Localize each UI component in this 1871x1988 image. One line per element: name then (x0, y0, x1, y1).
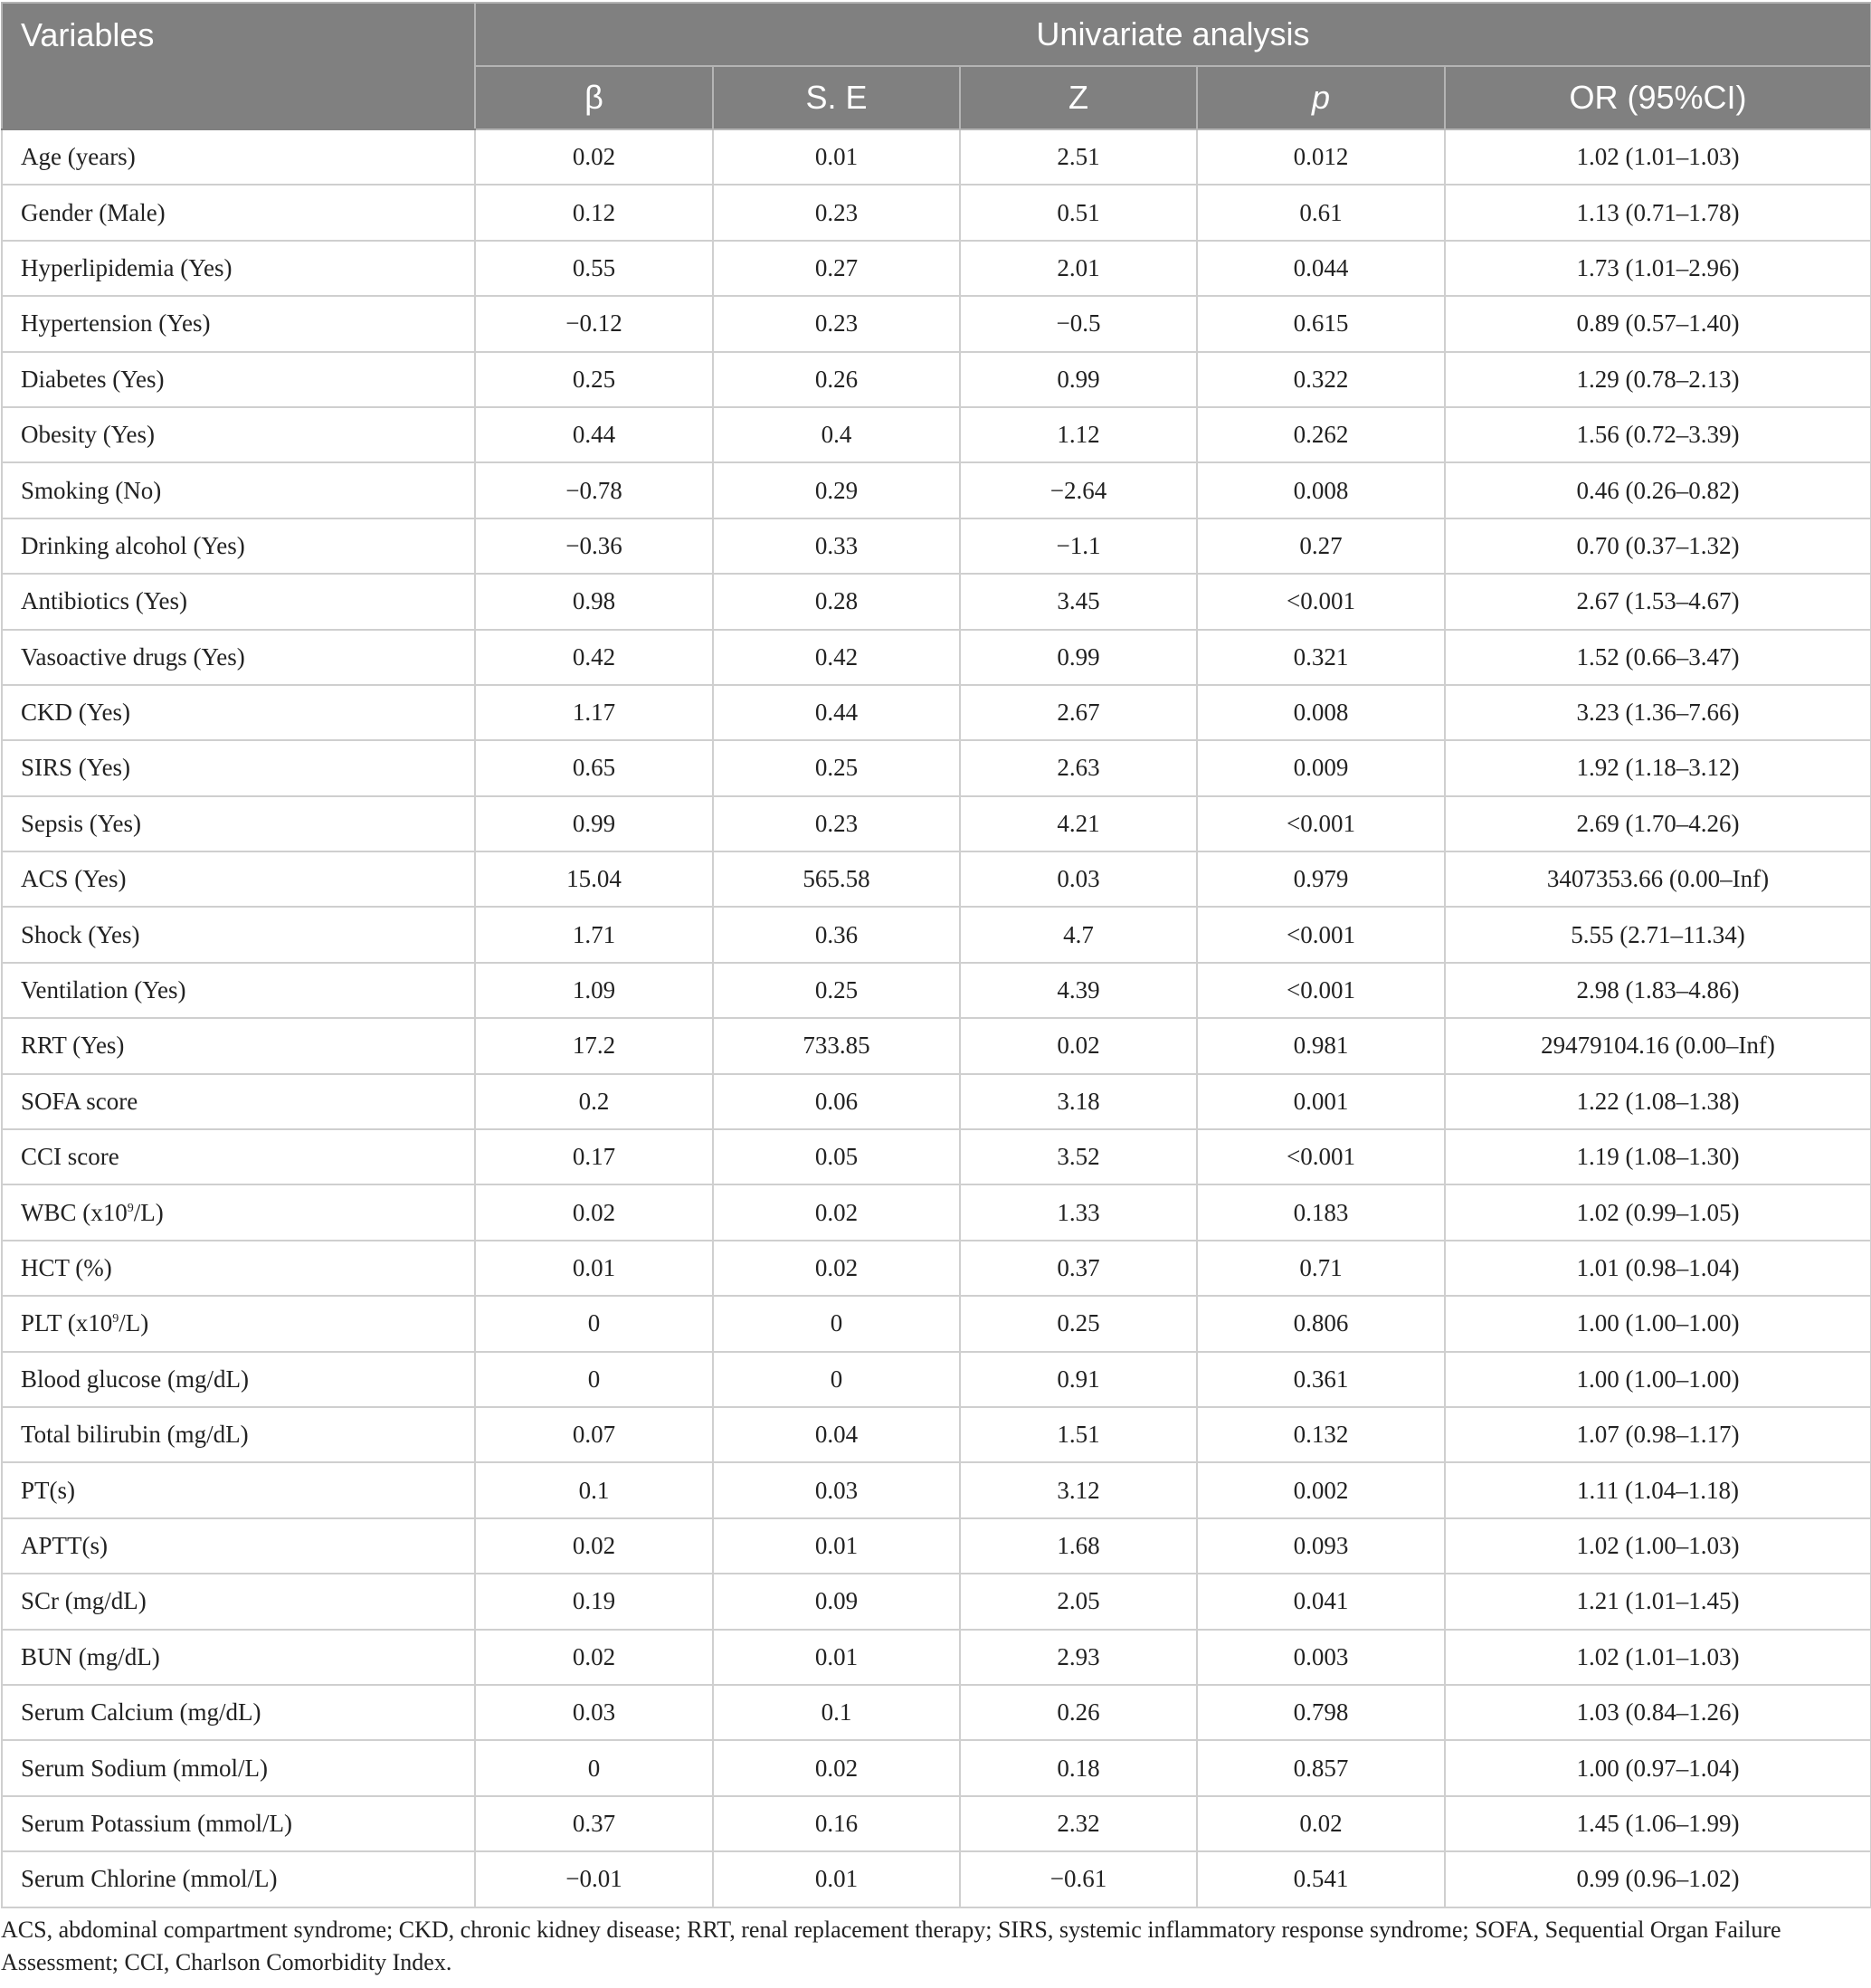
p-value-cell: 0.002 (1197, 1462, 1445, 1517)
p-value-cell: 0.02 (1197, 1796, 1445, 1851)
z-cell: 2.01 (960, 241, 1197, 296)
or-ci-cell: 1.11 (1.04–1.18) (1445, 1462, 1871, 1517)
se-cell: 0.01 (713, 129, 960, 185)
p-value-cell: <0.001 (1197, 796, 1445, 851)
variable-unit-suffix: /L) (133, 1198, 164, 1226)
se-cell: 0.01 (713, 1851, 960, 1907)
or-ci-cell: 1.52 (0.66–3.47) (1445, 630, 1871, 685)
p-value-cell: 0.857 (1197, 1740, 1445, 1795)
z-cell: −1.1 (960, 518, 1197, 574)
variable-cell (2, 296, 475, 351)
variable-label: PT(s) (21, 1476, 75, 1504)
or-ci-cell: 0.99 (0.96–1.02) (1445, 1851, 1871, 1907)
p-value-cell: 0.262 (1197, 407, 1445, 462)
or-ci-cell: 2.69 (1.70–4.26) (1445, 796, 1871, 851)
variables-column-header: Variables (2, 3, 475, 129)
or-ci-cell: 0.89 (0.57–1.40) (1445, 296, 1871, 351)
se-column-header: S. E (713, 66, 960, 129)
beta-cell: 0 (475, 1740, 713, 1795)
header-row-group (2, 3, 1871, 66)
variable-label: CCI score (21, 1143, 119, 1171)
or-ci-cell: 1.00 (1.00–1.00) (1445, 1352, 1871, 1407)
or-ci-cell: 1.07 (0.98–1.17) (1445, 1407, 1871, 1462)
table-row (2, 1018, 1871, 1073)
table-body (2, 129, 1871, 1907)
p-column-header: p (1197, 66, 1445, 129)
se-cell: 0.26 (713, 352, 960, 407)
or-ci-cell: 1.00 (0.97–1.04) (1445, 1740, 1871, 1795)
variable-cell (2, 518, 475, 574)
variable-cell (2, 129, 475, 185)
z-cell: 0.18 (960, 1740, 1197, 1795)
variable-cell (2, 1518, 475, 1574)
variable-cell (2, 685, 475, 740)
variable-label: Drinking alcohol (Yes) (21, 531, 245, 559)
p-value-cell: 0.541 (1197, 1851, 1445, 1907)
p-value-cell: 0.008 (1197, 462, 1445, 518)
beta-cell: 0.25 (475, 352, 713, 407)
se-cell: 0.25 (713, 963, 960, 1018)
or-ci-cell: 1.73 (1.01–2.96) (1445, 241, 1871, 296)
or-ci-cell: 1.19 (1.08–1.30) (1445, 1129, 1871, 1184)
variable-label: Shock (Yes) (21, 920, 140, 948)
table-row (2, 1518, 1871, 1574)
variable-label: Sepsis (Yes) (21, 809, 142, 837)
beta-cell: 0.2 (475, 1074, 713, 1129)
univariate-analysis-group-header: Univariate analysis (475, 3, 1871, 66)
beta-cell: 1.71 (475, 907, 713, 962)
variable-label: Hyperlipidemia (Yes) (21, 253, 233, 281)
z-cell: 3.12 (960, 1462, 1197, 1517)
se-cell: 0.33 (713, 518, 960, 574)
z-cell: 0.02 (960, 1018, 1197, 1073)
p-value-cell: 0.806 (1197, 1296, 1445, 1351)
variable-cell (2, 241, 475, 296)
beta-cell: 0.17 (475, 1129, 713, 1184)
variable-label: Vasoactive drugs (Yes) (21, 642, 245, 671)
variable-cell (2, 1407, 475, 1462)
table-row (2, 907, 1871, 962)
or-ci-cell: 1.13 (0.71–1.78) (1445, 185, 1871, 240)
table-row (2, 574, 1871, 629)
z-cell: 2.32 (960, 1796, 1197, 1851)
or-ci-cell: 1.02 (1.01–1.03) (1445, 1630, 1871, 1685)
p-value-cell: 0.615 (1197, 296, 1445, 351)
table-row (2, 1241, 1871, 1296)
variable-label: Age (years) (21, 143, 136, 171)
or-ci-cell: 1.02 (0.99–1.05) (1445, 1184, 1871, 1240)
table-row (2, 407, 1871, 462)
z-cell: 0.51 (960, 185, 1197, 240)
variable-cell (2, 1352, 475, 1407)
variable-superscript: 9 (112, 1312, 119, 1327)
beta-cell: 17.2 (475, 1018, 713, 1073)
z-cell: −2.64 (960, 462, 1197, 518)
p-value-cell: 0.981 (1197, 1018, 1445, 1073)
z-cell: 1.33 (960, 1184, 1197, 1240)
table-row (2, 963, 1871, 1018)
p-value-cell: 0.361 (1197, 1352, 1445, 1407)
table-row (2, 1685, 1871, 1740)
table-row (2, 851, 1871, 907)
variable-cell (2, 1740, 475, 1795)
or-ci-cell: 1.92 (1.18–3.12) (1445, 740, 1871, 795)
table-row (2, 1796, 1871, 1851)
se-cell: 0.05 (713, 1129, 960, 1184)
table-row (2, 1352, 1871, 1407)
or-ci-cell: 1.02 (1.00–1.03) (1445, 1518, 1871, 1574)
or-ci-cell: 1.29 (0.78–2.13) (1445, 352, 1871, 407)
variable-cell (2, 851, 475, 907)
se-cell: 0.25 (713, 740, 960, 795)
variable-label: SCr (mg/dL) (21, 1587, 147, 1615)
table-row (2, 1129, 1871, 1184)
variable-cell (2, 740, 475, 795)
beta-cell: 0.44 (475, 407, 713, 462)
p-value-cell: 0.003 (1197, 1630, 1445, 1685)
se-cell: 0.01 (713, 1518, 960, 1574)
variable-cell (2, 1129, 475, 1184)
variable-label: Hypertension (Yes) (21, 309, 211, 338)
table-row (2, 1407, 1871, 1462)
p-value-cell: 0.008 (1197, 685, 1445, 740)
variable-cell (2, 574, 475, 629)
table-row (2, 241, 1871, 296)
se-cell: 0.01 (713, 1630, 960, 1685)
z-cell: 2.93 (960, 1630, 1197, 1685)
variable-label: Serum Sodium (mmol/L) (21, 1754, 268, 1782)
se-cell: 0.23 (713, 796, 960, 851)
beta-cell: −0.36 (475, 518, 713, 574)
z-cell: 2.05 (960, 1574, 1197, 1629)
or-ci-cell: 1.56 (0.72–3.39) (1445, 407, 1871, 462)
beta-cell: 15.04 (475, 851, 713, 907)
table-row (2, 740, 1871, 795)
variable-label: Antibiotics (Yes) (21, 587, 188, 615)
variable-cell (2, 1851, 475, 1907)
se-cell: 0.02 (713, 1740, 960, 1795)
z-cell: 3.52 (960, 1129, 1197, 1184)
table-row (2, 352, 1871, 407)
variable-label: SOFA score (21, 1087, 138, 1115)
beta-cell: 0.19 (475, 1574, 713, 1629)
variable-label: Ventilation (Yes) (21, 976, 186, 1004)
or-ci-cell: 1.03 (0.84–1.26) (1445, 1685, 1871, 1740)
z-cell: 0.25 (960, 1296, 1197, 1351)
beta-column-header: β (475, 66, 713, 129)
se-cell: 0.42 (713, 630, 960, 685)
z-cell: 1.51 (960, 1407, 1197, 1462)
variable-unit-suffix: /L) (119, 1309, 149, 1337)
variable-label: Obesity (Yes) (21, 421, 156, 449)
variable-label: CKD (Yes) (21, 699, 131, 727)
z-cell: 1.68 (960, 1518, 1197, 1574)
beta-cell: 0.01 (475, 1241, 713, 1296)
se-cell: 0.02 (713, 1241, 960, 1296)
beta-cell: 0.65 (475, 740, 713, 795)
se-cell: 0.09 (713, 1574, 960, 1629)
or-ci-cell: 0.70 (0.37–1.32) (1445, 518, 1871, 574)
variable-cell (2, 907, 475, 962)
z-cell: −0.5 (960, 296, 1197, 351)
table-row (2, 1574, 1871, 1629)
p-value-cell: 0.321 (1197, 630, 1445, 685)
or-ci-cell: 3407353.66 (0.00–Inf) (1445, 851, 1871, 907)
p-value-cell: 0.61 (1197, 185, 1445, 240)
beta-cell: 0.42 (475, 630, 713, 685)
se-cell: 0.4 (713, 407, 960, 462)
table-row (2, 462, 1871, 518)
z-cell: 0.91 (960, 1352, 1197, 1407)
p-value-cell: <0.001 (1197, 574, 1445, 629)
se-cell: 0.44 (713, 685, 960, 740)
variable-cell (2, 1241, 475, 1296)
p-value-cell: 0.001 (1197, 1074, 1445, 1129)
beta-cell: −0.12 (475, 296, 713, 351)
or-ci-cell: 2.98 (1.83–4.86) (1445, 963, 1871, 1018)
beta-cell: 0.02 (475, 129, 713, 185)
variable-label: APTT(s) (21, 1531, 108, 1559)
table-row (2, 1296, 1871, 1351)
variable-label: HCT (%) (21, 1254, 112, 1281)
variable-cell (2, 407, 475, 462)
z-cell: 0.03 (960, 851, 1197, 907)
p-value-cell: 0.009 (1197, 740, 1445, 795)
z-cell: −0.61 (960, 1851, 1197, 1907)
table-row (2, 518, 1871, 574)
se-cell: 0.04 (713, 1407, 960, 1462)
or-ci-cell: 1.01 (0.98–1.04) (1445, 1241, 1871, 1296)
variable-cell (2, 963, 475, 1018)
z-cell: 2.51 (960, 129, 1197, 185)
variable-label: Serum Chlorine (mmol/L) (21, 1865, 278, 1893)
se-cell: 0.23 (713, 185, 960, 240)
variable-label: Blood glucose (mg/dL) (21, 1365, 249, 1393)
or-ci-cell: 1.21 (1.01–1.45) (1445, 1574, 1871, 1629)
p-value-cell: <0.001 (1197, 907, 1445, 962)
table-row (2, 796, 1871, 851)
p-value-cell: 0.012 (1197, 129, 1445, 185)
se-cell: 0.27 (713, 241, 960, 296)
beta-cell: −0.01 (475, 1851, 713, 1907)
or-ci-cell: 29479104.16 (0.00–Inf) (1445, 1018, 1871, 1073)
beta-cell: 0.03 (475, 1685, 713, 1740)
variable-cell (2, 1018, 475, 1073)
table-row (2, 1740, 1871, 1795)
variable-cell (2, 352, 475, 407)
se-cell: 0.06 (713, 1074, 960, 1129)
beta-cell: 1.09 (475, 963, 713, 1018)
variable-label: Total bilirubin (mg/dL) (21, 1421, 249, 1449)
table-row (2, 1462, 1871, 1517)
table-row (2, 1630, 1871, 1685)
or-ci-cell: 1.22 (1.08–1.38) (1445, 1074, 1871, 1129)
variable-label: WBC (x10 (21, 1198, 128, 1226)
se-cell: 565.58 (713, 851, 960, 907)
p-value-cell: 0.979 (1197, 851, 1445, 907)
beta-cell: 0 (475, 1352, 713, 1407)
beta-cell: 0.55 (475, 241, 713, 296)
variable-label: RRT (Yes) (21, 1032, 125, 1060)
beta-cell: 0.12 (475, 185, 713, 240)
se-cell: 733.85 (713, 1018, 960, 1073)
se-cell: 0.23 (713, 296, 960, 351)
variable-cell (2, 1184, 475, 1240)
p-value-cell: 0.71 (1197, 1241, 1445, 1296)
variable-label: Smoking (No) (21, 476, 162, 504)
se-cell: 0 (713, 1296, 960, 1351)
se-cell: 0.29 (713, 462, 960, 518)
variable-label: Gender (Male) (21, 198, 166, 226)
variable-cell (2, 630, 475, 685)
se-cell: 0.36 (713, 907, 960, 962)
or-ci-cell: 5.55 (2.71–11.34) (1445, 907, 1871, 962)
variable-cell (2, 1685, 475, 1740)
p-value-cell: 0.798 (1197, 1685, 1445, 1740)
variable-cell (2, 796, 475, 851)
table-row (2, 1074, 1871, 1129)
variable-cell (2, 1630, 475, 1685)
se-cell: 0.1 (713, 1685, 960, 1740)
z-cell: 2.67 (960, 685, 1197, 740)
table-footnote: ACS, abdominal compartment syndrome; CKD, chronic kidney disease; RRT, renal replacement therapy; SIRS, systemic inflammatory response syndrome; SOFA, Sequential Organ Failure Assessment; CCI, Charlson Comorbidity Index. (1, 1917, 1781, 1975)
table-row (2, 1851, 1871, 1907)
z-cell: 4.39 (960, 963, 1197, 1018)
variable-cell (2, 1462, 475, 1517)
p-value-cell: 0.041 (1197, 1574, 1445, 1629)
se-cell: 0.02 (713, 1184, 960, 1240)
z-cell: 0.26 (960, 1685, 1197, 1740)
table-header (2, 3, 1871, 129)
z-cell: 0.99 (960, 630, 1197, 685)
beta-cell: 0.1 (475, 1462, 713, 1517)
variable-label: Serum Calcium (mg/dL) (21, 1698, 261, 1726)
p-value-cell: 0.183 (1197, 1184, 1445, 1240)
variable-cell (2, 1074, 475, 1129)
beta-cell: 0.98 (475, 574, 713, 629)
z-cell: 3.45 (960, 574, 1197, 629)
table-row (2, 685, 1871, 740)
p-value-cell: 0.044 (1197, 241, 1445, 296)
variable-label: ACS (Yes) (21, 865, 127, 893)
univariate-analysis-table (1, 2, 1871, 1908)
z-column-header: Z (960, 66, 1197, 129)
or-ci-cell: 1.45 (1.06–1.99) (1445, 1796, 1871, 1851)
table-row (2, 296, 1871, 351)
beta-cell: 0.02 (475, 1518, 713, 1574)
p-value-cell: 0.093 (1197, 1518, 1445, 1574)
or-ci-cell: 1.00 (1.00–1.00) (1445, 1296, 1871, 1351)
variable-label: Diabetes (Yes) (21, 365, 165, 393)
z-cell: 4.7 (960, 907, 1197, 962)
p-value-cell: 0.322 (1197, 352, 1445, 407)
variable-label: BUN (mg/dL) (21, 1642, 160, 1670)
se-cell: 0.03 (713, 1462, 960, 1517)
table-row (2, 1184, 1871, 1240)
beta-cell: 0 (475, 1296, 713, 1351)
z-cell: 3.18 (960, 1074, 1197, 1129)
table-row (2, 630, 1871, 685)
p-value-cell: <0.001 (1197, 963, 1445, 1018)
or-ci-cell: 0.46 (0.26–0.82) (1445, 462, 1871, 518)
p-value-cell: 0.27 (1197, 518, 1445, 574)
se-cell: 0.16 (713, 1796, 960, 1851)
or-ci-cell: 3.23 (1.36–7.66) (1445, 685, 1871, 740)
variable-cell (2, 185, 475, 240)
z-cell: 2.63 (960, 740, 1197, 795)
beta-cell: 0.02 (475, 1630, 713, 1685)
z-cell: 4.21 (960, 796, 1197, 851)
variable-cell (2, 1574, 475, 1629)
variable-cell (2, 1796, 475, 1851)
beta-cell: −0.78 (475, 462, 713, 518)
or-ci-column-header: OR (95%CI) (1445, 66, 1871, 129)
table-row (2, 129, 1871, 185)
variable-label: PLT (x10 (21, 1309, 113, 1337)
z-cell: 0.99 (960, 352, 1197, 407)
or-ci-cell: 2.67 (1.53–4.67) (1445, 574, 1871, 629)
variable-label: SIRS (Yes) (21, 754, 131, 782)
or-ci-cell: 1.02 (1.01–1.03) (1445, 129, 1871, 185)
variable-cell (2, 1296, 475, 1351)
z-cell: 1.12 (960, 407, 1197, 462)
se-cell: 0.28 (713, 574, 960, 629)
p-value-cell: <0.001 (1197, 1129, 1445, 1184)
variable-label: Serum Potassium (mmol/L) (21, 1809, 292, 1837)
p-value-cell: 0.132 (1197, 1407, 1445, 1462)
beta-cell: 0.37 (475, 1796, 713, 1851)
beta-cell: 1.17 (475, 685, 713, 740)
table-row (2, 185, 1871, 240)
beta-cell: 0.02 (475, 1184, 713, 1240)
se-cell: 0 (713, 1352, 960, 1407)
variable-cell (2, 462, 475, 518)
z-cell: 0.37 (960, 1241, 1197, 1296)
beta-cell: 0.99 (475, 796, 713, 851)
table-container (0, 2, 1871, 1908)
beta-cell: 0.07 (475, 1407, 713, 1462)
variable-superscript: 9 (127, 1201, 134, 1215)
